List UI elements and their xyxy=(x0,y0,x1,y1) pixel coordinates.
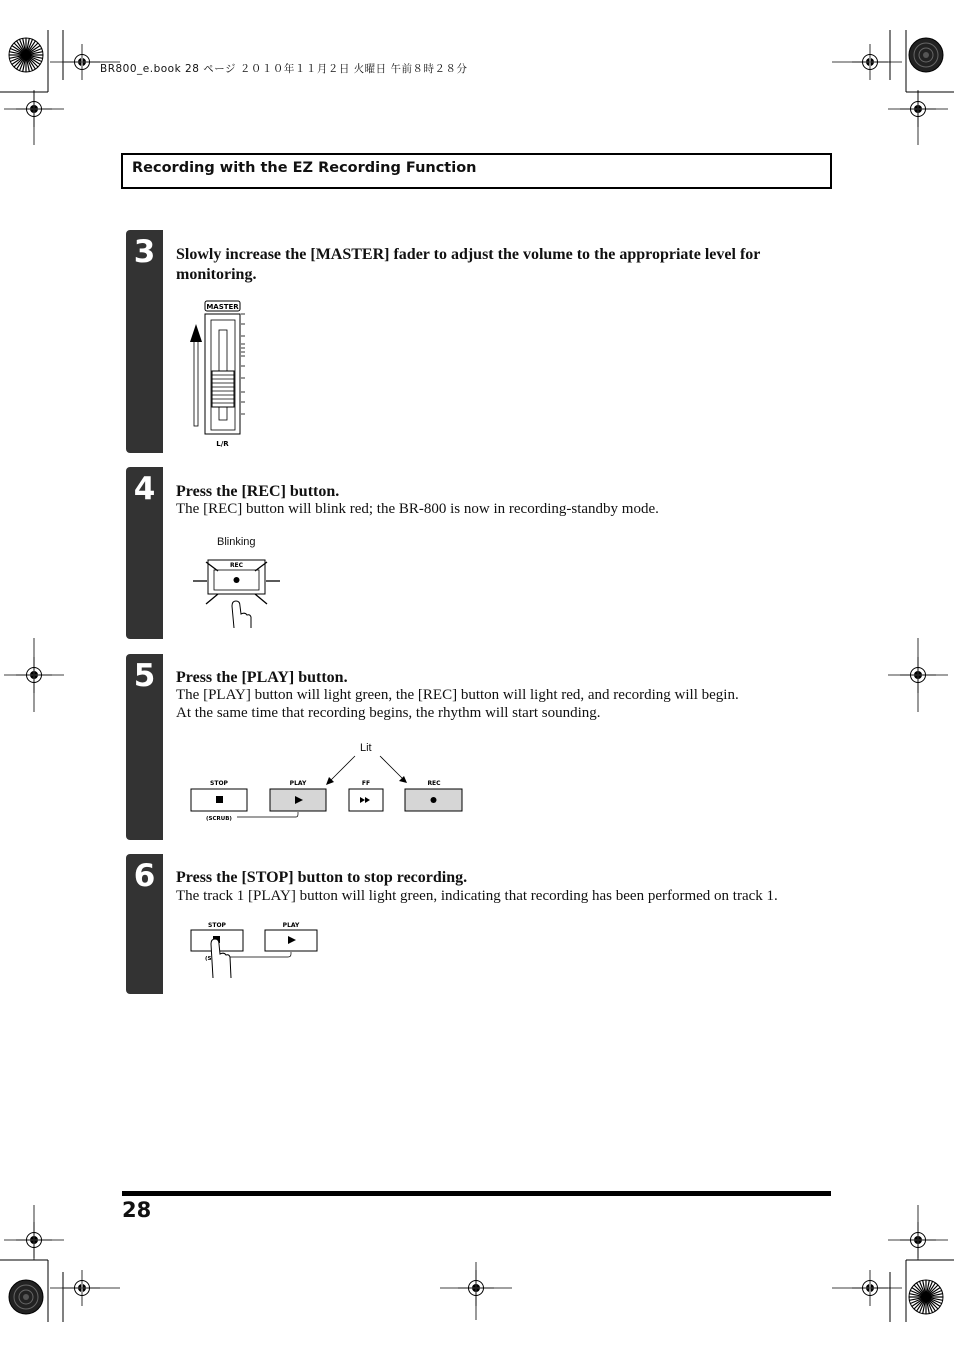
step-4-title: Press the [REC] button. xyxy=(176,483,340,500)
rec-label: REC xyxy=(229,562,244,569)
footer-rule xyxy=(122,1191,831,1196)
step-4-tab xyxy=(126,467,163,639)
play-label: PLAY xyxy=(282,922,300,929)
step-6-title: Press the [STOP] button to stop recording. xyxy=(176,869,468,886)
step-5-tab xyxy=(126,654,163,840)
step-number: 5 xyxy=(133,658,156,694)
transport-buttons-figure xyxy=(185,748,475,828)
step-6-body: The track 1 [PLAY] button will light green, indicating that recording has been performed on track 1. xyxy=(176,888,778,904)
stop-label: STOP xyxy=(208,922,226,929)
step-number: 6 xyxy=(133,858,156,894)
play-label: PLAY xyxy=(289,780,307,787)
fader-top-label: MASTER xyxy=(206,303,239,311)
stop-label: STOP xyxy=(210,780,228,787)
page-number: 28 xyxy=(122,1198,152,1222)
step-3-tab xyxy=(126,230,163,453)
print-header: BR800_e.book 28 ページ ２０１０年１１月２日 火曜日 午前８時２８分 xyxy=(100,63,468,75)
lit-caption: Lit xyxy=(360,742,372,754)
master-fader-figure xyxy=(185,296,265,451)
step-6-tab xyxy=(126,854,163,994)
scrub-label: (SCRUB) xyxy=(206,816,232,822)
ff-label: FF xyxy=(361,780,371,787)
rec-button-figure xyxy=(190,556,285,631)
step-number: 4 xyxy=(133,471,156,507)
step-4-body: The [REC] button will blink red; the BR-800 is now in recording-standby mode. xyxy=(176,501,659,517)
step-5-title: Press the [PLAY] button. xyxy=(176,669,348,686)
stop-play-figure xyxy=(185,918,325,980)
step-number: 3 xyxy=(133,234,156,270)
step-5-body-1: The [PLAY] button will light green, the [REC] button will light red, and recording will begin. xyxy=(176,687,739,703)
svg-text:(S: (S xyxy=(205,956,212,962)
step-3-title: Slowly increase the [MASTER] fader to adjust the volume to the appropriate level for monitoring. xyxy=(176,246,761,283)
step-5-body-2: At the same time that recording begins, the rhythm will start sounding. xyxy=(176,705,601,721)
blinking-caption: Blinking xyxy=(217,536,256,548)
section-title: Recording with the EZ Recording Function xyxy=(132,160,477,176)
fader-bottom-label: L/R xyxy=(216,440,229,448)
section-header xyxy=(121,153,832,189)
rec-label: REC xyxy=(427,780,441,787)
